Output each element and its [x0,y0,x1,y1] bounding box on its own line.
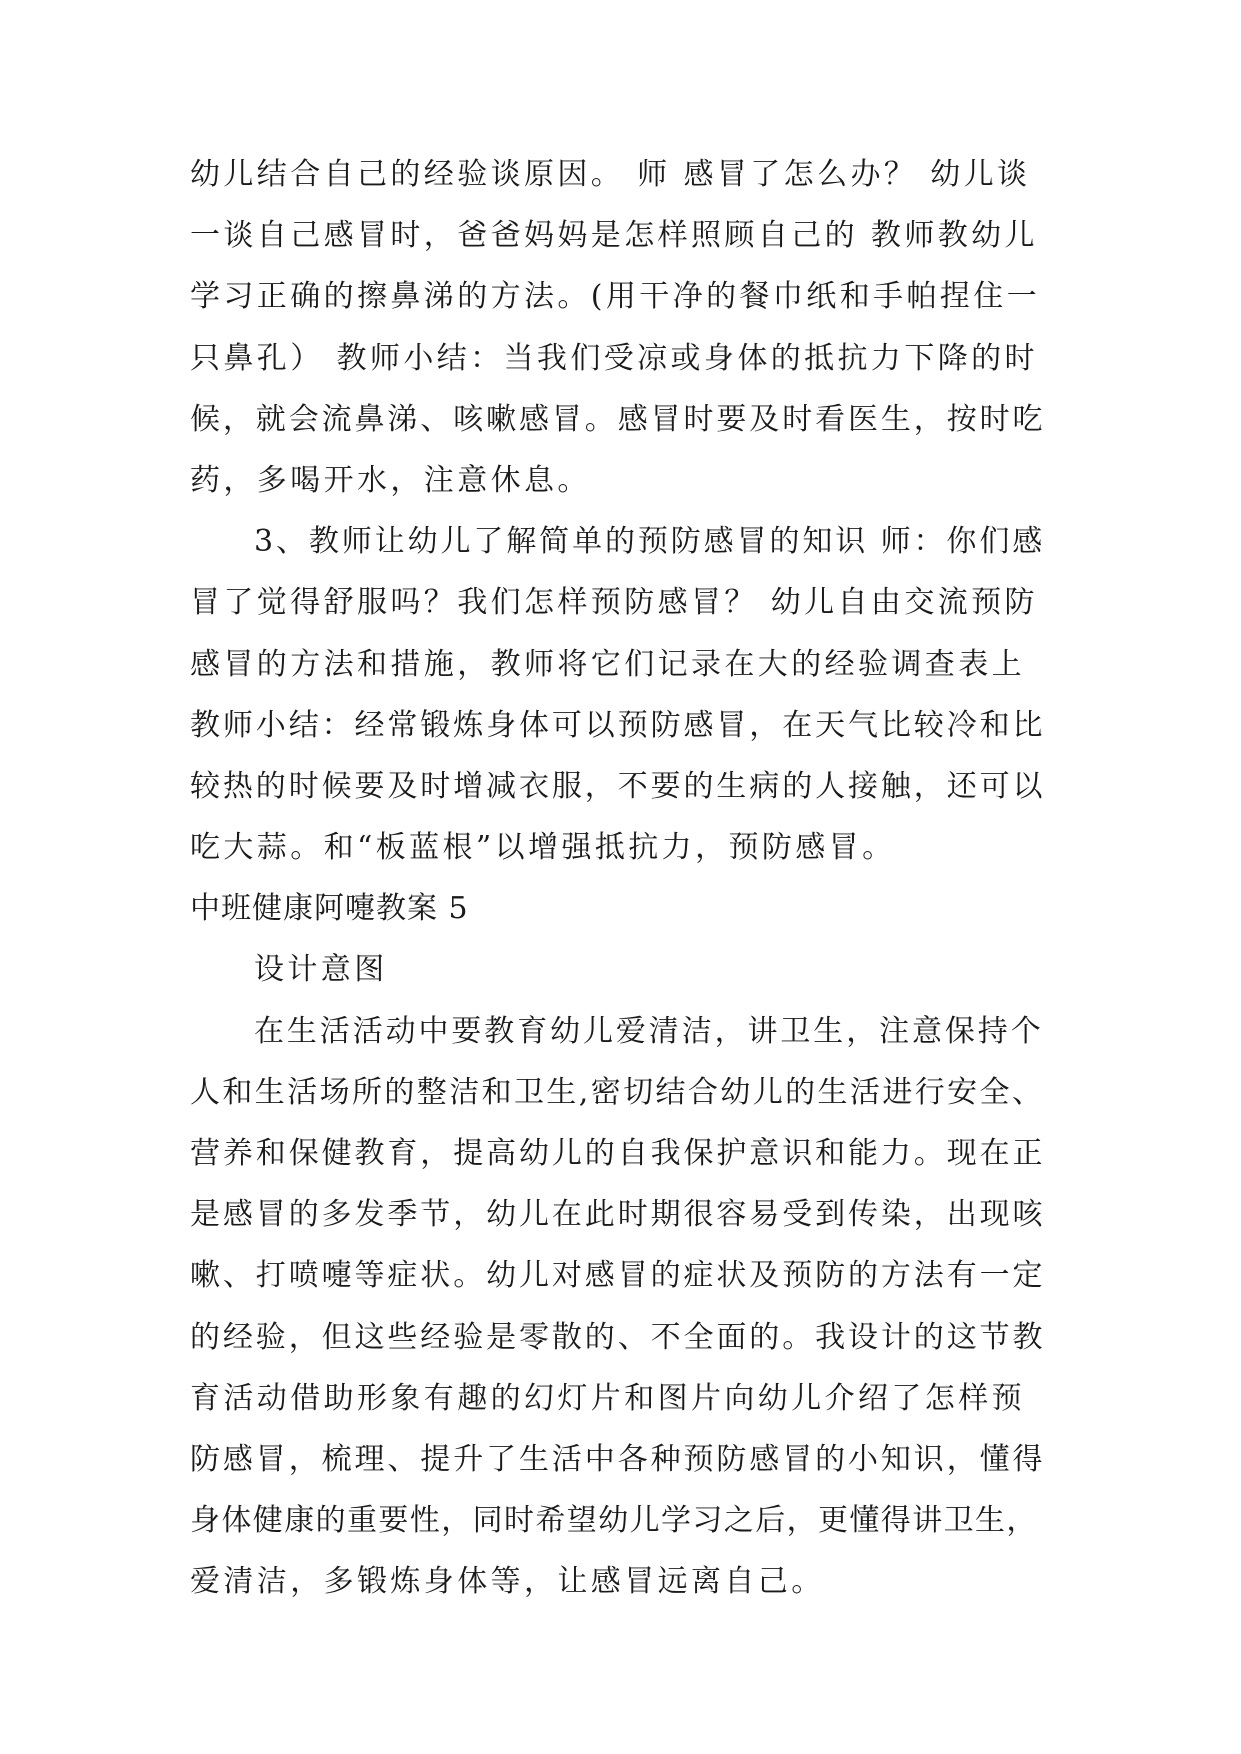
paragraph-line: 营养和保健教育，提高幼儿的自我保护意识和能力。现在正 [190,1136,1046,1171]
paragraph-line: 育活动借助形象有趣的幻灯片和图片向幼儿介绍了怎样预 [190,1380,1025,1416]
paragraph-line: 感冒的方法和措施，教师将它们记录在大的经验调查表上 [190,646,1025,682]
paragraph-line: 吃大蒜。和“板蓝根”以增强抵抗力，预防感冒。 [190,830,896,866]
paragraph-line: 学习正确的擦鼻涕的方法。(用干净的餐巾纸和手帕捏住一 [190,279,1041,315]
paragraph-line: 身体健康的重要性，同时希望幼儿学习之后，更懂得讲卫生， [190,1503,1038,1539]
paragraph-line: 3、教师让幼儿了解简单的预防感冒的知识 师：你们感 [254,524,1046,560]
paragraph-line: 的经验，但这些经验是零散的、不全面的。我设计的这节教 [190,1319,1046,1355]
paragraph-line: 是感冒的多发季节，幼儿在此时期很容易受到传染，出现咳 [190,1197,1046,1233]
paragraph-line: 较热的时候要及时增减衣服，不要的生病的人接触，还可以 [190,768,1046,804]
subsection-heading: 设计意图 [254,952,388,988]
paragraph-line: 嗽、打喷嚏等症状。幼儿对感冒的症状及预防的方法有一定 [190,1258,1046,1294]
paragraph-line: 在生活活动中要教育幼儿爱清洁，讲卫生，注意保持个 [254,1013,1044,1049]
paragraph-line: 一谈自己感冒时，爸爸妈妈是怎样照顾自己的 教师教幼儿 [190,218,1038,254]
paragraph-line: 只鼻孔） 教师小结：当我们受凉或身体的抵抗力下降的时 [190,340,1038,376]
document-page [190,157,1050,1629]
paragraph-line: 教师小结：经常锻炼身体可以预防感冒，在天气比较冷和比 [190,707,1046,743]
section-heading: 中班健康阿嚏教案 5 [190,891,469,927]
paragraph-line: 幼儿结合自己的经验谈原因。 师 感冒了怎么办？ 幼儿谈 [190,157,1031,192]
paragraph-line: 防感冒，梳理、提升了生活中各种预防感冒的小知识，懂得 [190,1441,1046,1477]
paragraph-line: 人和生活场所的整洁和卫生,密切结合幼儿的生活进行安全、 [190,1074,1045,1110]
paragraph-line: 冒了觉得舒服吗？我们怎样预防感冒？ 幼儿自由交流预防 [190,585,1038,621]
paragraph-line: 爱清洁，多锻炼身体等，让感冒远离自己。 [190,1564,825,1600]
paragraph-line: 候，就会流鼻涕、咳嗽感冒。感冒时要及时看医生，按时吃 [190,401,1046,437]
paragraph-line: 药，多喝开水，注意休息。 [190,462,591,498]
